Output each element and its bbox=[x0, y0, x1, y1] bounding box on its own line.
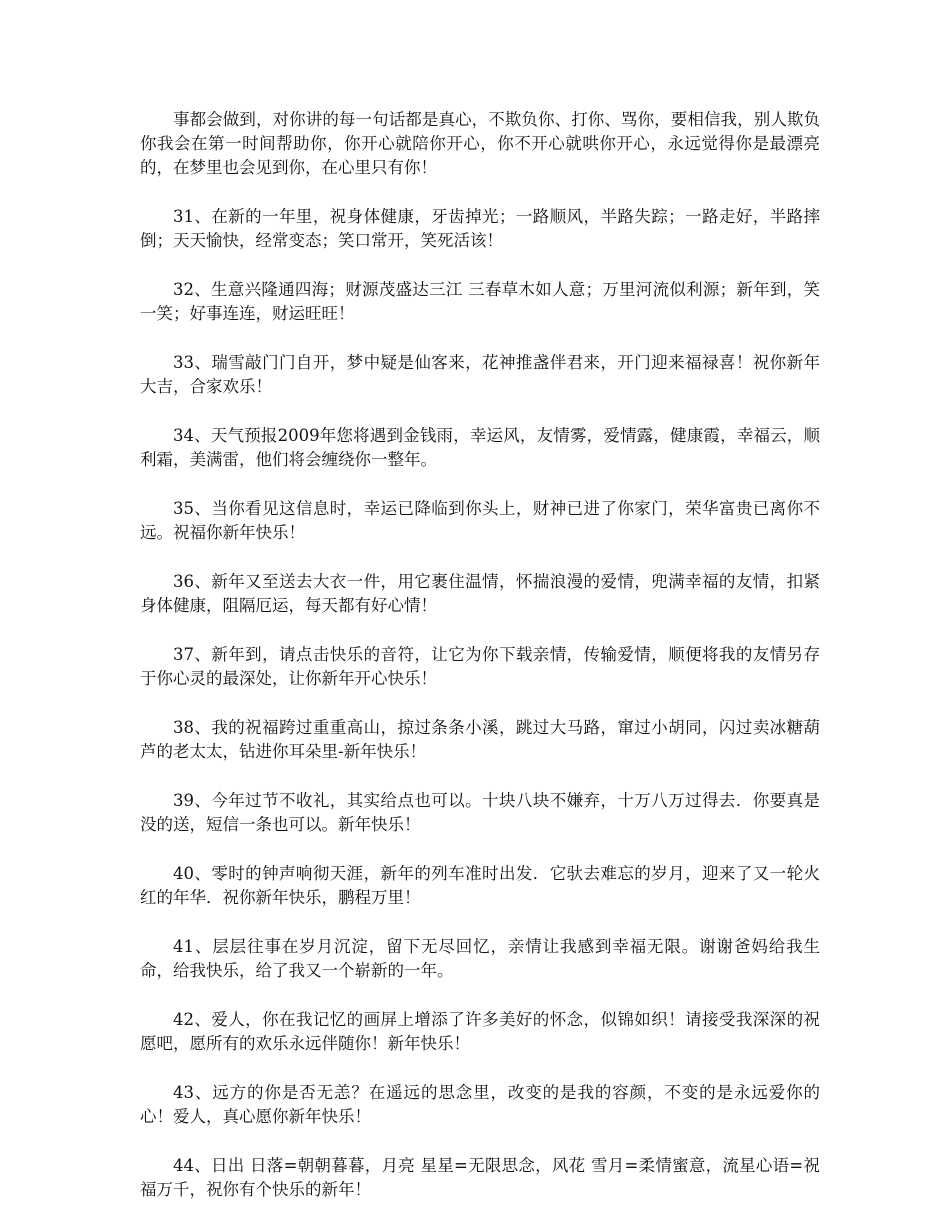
paragraph-40: 40、零时的钟声响彻天涯，新年的列车准时出发．它驮去难忘的岁月，迎来了又一轮火红的年华．祝你新年快乐，鹏程万里！ bbox=[140, 864, 820, 907]
paragraph-31: 31、在新的一年里，祝身体健康，牙齿掉光；一路顺风，半路失踪；一路走好，半路摔倒；天天愉快，经常变态；笑口常开，笑死活该！ bbox=[140, 207, 820, 250]
paragraph-42: 42、爱人，你在我记忆的画屏上增添了许多美好的怀念，似锦如织！请接受我深深的祝愿吧，愿所有的欢乐永远伴随你！新年快乐！ bbox=[140, 1010, 820, 1053]
paragraph-continuation: 事都会做到，对你讲的每一句话都是真心，不欺负你、打你、骂你，要相信我，别人欺负你我会在第一时间帮助你，你开心就陪你开心，你不开心就哄你开心，永远觉得你是最漂亮的，在梦里也会见到你，在心里只有你！ bbox=[140, 110, 820, 177]
paragraph-41: 41、层层往事在岁月沉淀，留下无尽回忆，亲情让我感到幸福无限。谢谢爸妈给我生命，给我快乐，给了我又一个崭新的一年。 bbox=[140, 937, 820, 980]
paragraph-39: 39、今年过节不收礼，其实给点也可以。十块八块不嫌弃，十万八万过得去．你要真是没的送，短信一条也可以。新年快乐！ bbox=[140, 791, 820, 834]
paragraph-36: 36、新年又至送去大衣一件，用它裹住温情，怀揣浪漫的爱情，兜满幸福的友情，扣紧身体健康，阻隔厄运，每天都有好心情！ bbox=[140, 572, 820, 615]
paragraph-37: 37、新年到，请点击快乐的音符，让它为你下载亲情，传输爱情，顺便将我的友情另存于你心灵的最深处，让你新年开心快乐！ bbox=[140, 645, 820, 688]
paragraph-38: 38、我的祝福跨过重重高山，掠过条条小溪，跳过大马路，窜过小胡同，闪过卖冰糖葫芦的老太太，钻进你耳朵里-新年快乐！ bbox=[140, 718, 820, 761]
paragraph-33: 33、瑞雪敲门门自开，梦中疑是仙客来，花神推盏伴君来，开门迎来福禄喜！祝你新年大吉，合家欢乐！ bbox=[140, 353, 820, 396]
document-body bbox=[140, 108, 820, 1227]
paragraph-43: 43、远方的你是否无恙？在遥远的思念里，改变的是我的容颜，不变的是永远爱你的心！爱人，真心愿你新年快乐！ bbox=[140, 1083, 820, 1126]
paragraph-44: 44、日出 日落=朝朝暮暮，月亮 星星=无限思念，风花 雪月=柔情蜜意，流星心语=祝福万千，祝你有个快乐的新年！ bbox=[140, 1156, 820, 1199]
paragraph-35: 35、当你看见这信息时，幸运已降临到你头上，财神已进了你家门，荣华富贵已离你不远。祝福你新年快乐！ bbox=[140, 499, 820, 542]
paragraph-32: 32、生意兴隆通四海；财源茂盛达三江 三春草木如人意；万里河流似利源；新年到，笑一笑；好事连连，财运旺旺！ bbox=[140, 280, 820, 323]
paragraph-34: 34、天气预报2009年您将遇到金钱雨，幸运风，友情雾，爱情露，健康霞，幸福云，顺利霜，美满雷，他们将会缠绕你一整年。 bbox=[140, 426, 820, 469]
